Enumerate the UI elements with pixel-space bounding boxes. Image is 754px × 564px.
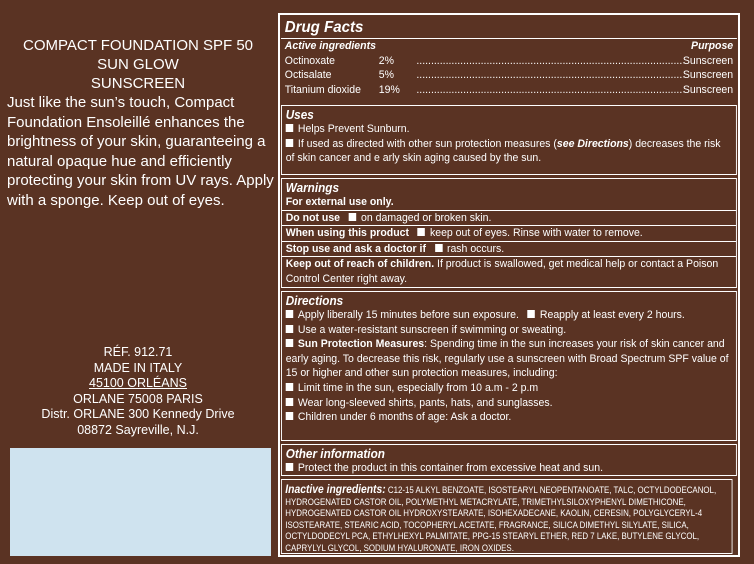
bullet-icon — [286, 412, 294, 420]
warnings-header: Warnings — [285, 181, 340, 195]
address-line: Distr. ORLANE 300 Kennedy Drive — [41, 407, 235, 421]
bullet-icon — [286, 339, 294, 347]
directions-section — [281, 291, 737, 441]
ingredient-purpose: Sunscreen — [682, 54, 734, 67]
bullet-icon — [286, 463, 294, 471]
uses-section — [281, 105, 737, 175]
bullet-icon — [528, 310, 536, 318]
title-line: SUN GLOW — [97, 56, 179, 73]
active-row — [285, 54, 733, 69]
ingredient-purpose: Sunscreen — [682, 83, 734, 96]
product-description: Just like the sun’s touch, Compact Foundation Ensoleillé enhances the brightness of your skin, guaranteeing a natural opaque hue and efficiently protecting your skin from UV rays. Apply with a sponge. Keep out of eyes. — [7, 94, 274, 209]
bullet-icon — [286, 325, 294, 333]
active-header: Active ingredients — [284, 40, 376, 52]
manufacturer-address — [4, 345, 272, 438]
inactive-header: Inactive ingredients: — [285, 482, 386, 496]
active-row — [285, 68, 733, 83]
bullet-icon — [286, 398, 294, 406]
direction-item: Limit time in the sun, especially from 10 a.m - 2 p.m — [286, 381, 733, 396]
when-using: When using this product keep out of eyes. Rinse with water to remove. — [285, 227, 643, 240]
ingredient-name: Titanium dioxide — [284, 83, 361, 96]
active-ingredients-section — [281, 16, 737, 105]
address-line: 45100 ORLÉANS — [89, 376, 187, 390]
ingredient-name: Octisalate — [284, 69, 332, 82]
stop-use: Stop use and ask a doctor if rash occurs. — [285, 242, 505, 255]
ingredient-percent: 2% — [378, 54, 394, 67]
ingredient-percent: 19% — [378, 83, 400, 96]
keep-out-of-reach: Keep out of reach of children. If product is swallowed, get medical help or contact a Poison Control Center right away. — [285, 258, 719, 285]
bullet-icon — [435, 244, 443, 252]
active-row — [285, 83, 733, 98]
bullet-icon — [286, 124, 294, 132]
bullet-icon — [418, 228, 426, 236]
direction-item: Use a water-resistant sunscreen if swimming or sweating. — [286, 323, 733, 338]
directions-header: Directions — [285, 294, 344, 308]
uses-item: If used as directed with other sun protection measures (see Directions) decreases the risk of skin cancer and e arly skin aging caused by the sun. — [285, 137, 721, 165]
sun-protection-measures: Sun Protection Measures: Spending time in the sun increases your risk of skin cancer and early aging. To decrease this risk, regularly use a sunscreen with Broad Spectrum SPF value of 15 or higher and other sun protection measures, including: — [285, 338, 729, 380]
uses-header: Uses — [285, 108, 314, 122]
ingredient-percent: 5% — [378, 69, 394, 82]
purpose-header: Purpose — [691, 40, 734, 52]
direction-item: Wear long-sleeved shirts, pants, hats, and sunglasses. — [286, 396, 733, 411]
drug-facts-title: Drug Facts — [284, 19, 364, 36]
bullet-icon — [286, 383, 294, 391]
title-line: COMPACT FOUNDATION SPF 50 — [22, 37, 254, 54]
ingredient-purpose: Sunscreen — [682, 69, 734, 82]
bullet-icon — [286, 310, 294, 318]
do-not-use: Do not use on damaged or broken skin. — [285, 211, 492, 224]
other-information-section — [281, 444, 737, 476]
external-use-note: For external use only. — [285, 196, 394, 208]
title-line: SUNSCREEN — [90, 75, 186, 92]
direction-item: Children under 6 months of age: Ask a doctor. — [286, 410, 733, 425]
other-info-item: Protect the product in this container from excessive heat and sun. — [286, 461, 733, 476]
address-line: ORLANE 75008 PARIS — [73, 391, 203, 406]
other-info-header: Other information — [285, 447, 385, 461]
direction-item: Apply liberally 15 minutes before sun exposure. Reapply at least every 2 hours. — [286, 308, 733, 323]
bullet-icon — [349, 213, 357, 221]
inactive-ingredients-section — [281, 479, 733, 554]
bullet-icon — [286, 139, 294, 147]
warnings-section — [281, 178, 737, 288]
inactive-list: C12-15 ALKYL BENZOATE, ISOSTEARYL NEOPENTANOATE, TALC, OCTYLDODECANOL, HYDROGENATED CASTOR OIL, POLYMETHYL METACRYLATE, TRIMETHYLSILOXYPHENYL DIMETHICONE, HYDROGENATED CASTOR OIL HYDROXYSTEARATE, ISOHEXADECANE, KAOLIN, CERESIN, POLYGLYCERYL-4 ISOSTEARATE, STEARIC ACID, TOCOPHERYL ACETATE, FRAGRANCE, SILICA DIMETHYL SILYLATE, SILICA, OCTYLDODECYL PCA, ETHYLHEXYL PALMITATE, PPG-15 STEARYL ETHER, RED 7 LAKE, BUTYLENE GLYCOL, CAPRYLYL GLYCOL, SODIUM HYALURONATE, IRON OXIDES. — [285, 485, 717, 553]
ingredient-name: Octinoxate — [284, 54, 336, 67]
uses-item: Helps Prevent Sunburn. — [286, 122, 733, 137]
address-line: RÉF. 912.71 — [103, 345, 173, 359]
label-blank-area — [10, 448, 271, 556]
address-line: 08872 Sayreville, N.J. — [77, 422, 199, 437]
address-line: MADE IN ITALY — [93, 360, 183, 375]
product-title — [4, 36, 272, 93]
product-description-panel — [0, 0, 277, 564]
